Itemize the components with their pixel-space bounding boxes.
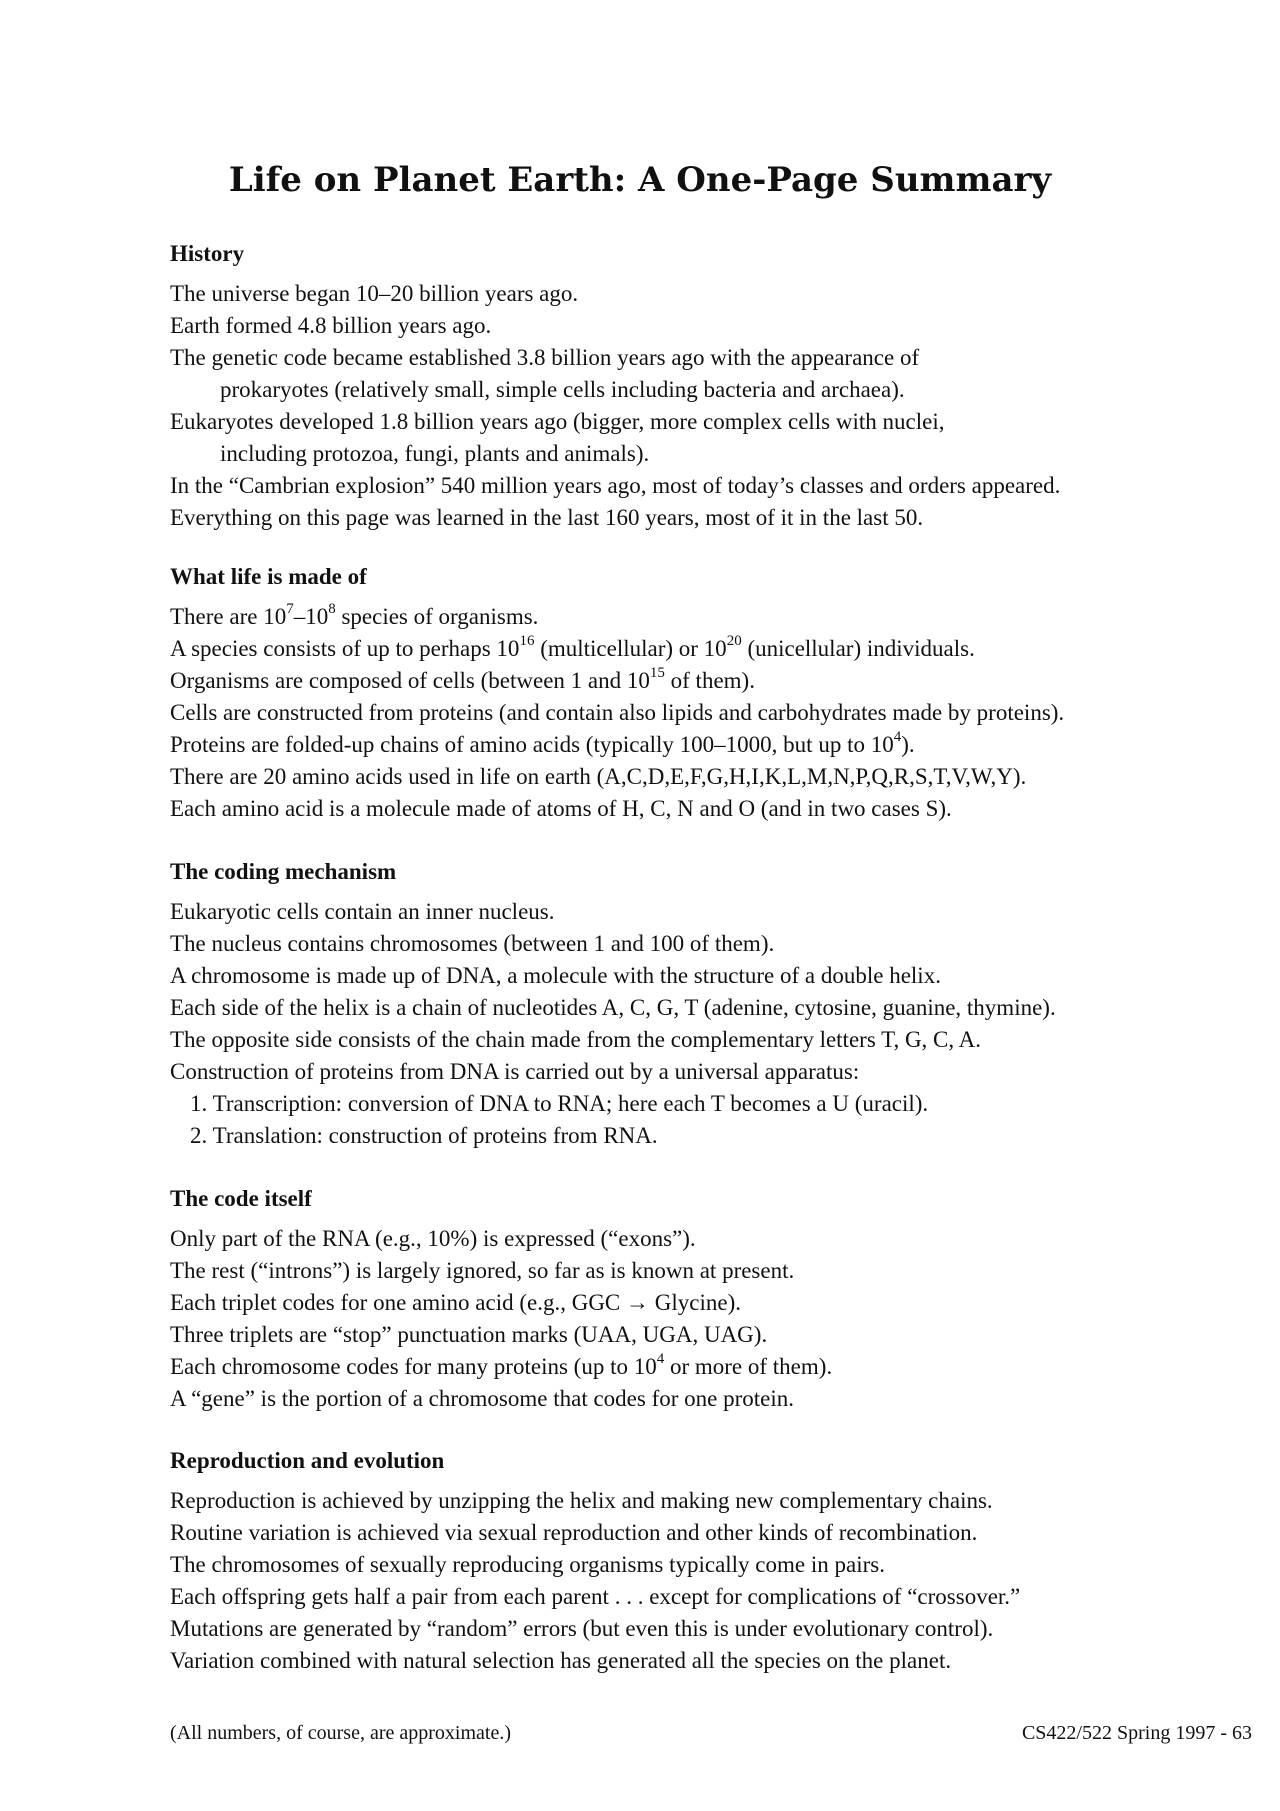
text-line: Construction of proteins from DNA is carried out by a universal apparatus: — [170, 1059, 860, 1084]
text-line: Only part of the RNA (e.g., 10%) is expressed (“exons”). — [170, 1226, 696, 1251]
text-line: There are 20 amino acids used in life on earth (A,C,D,E,F,G,H,I,K,L,M,N,P,Q,R,S,T,V,W,Y). — [170, 764, 1027, 789]
section-heading: The coding mechanism — [170, 859, 397, 884]
section-coding-mechanism — [170, 858, 1250, 1152]
text-line: Eukaryotic cells contain an inner nucleus. — [170, 899, 555, 924]
text-line: Proteins are folded-up chains of amino acids (typically 100–1000, but up to $10^4$). — [170, 729, 915, 757]
text-line: Reproduction is achieved by unzipping the helix and making new complementary chains. — [170, 1488, 993, 1513]
list-item: 1. Transcription: conversion of DNA to RNA; here each T becomes a U (uracil). — [190, 1091, 929, 1116]
section-heading: Reproduction and evolution — [170, 1448, 445, 1473]
text-line: Each amino acid is a molecule made of atoms of H, C, N and O (and in two cases S). — [170, 796, 952, 821]
text-line: A chromosome is made up of DNA, a molecule with the structure of a double helix. — [170, 963, 941, 988]
text-line: The rest (“introns”) is largely ignored, so far as is known at present. — [170, 1258, 795, 1283]
text-line: A species consists of up to perhaps $10^{16}$ (multicellular) or $10^{20}$ (unicellular) individuals. — [170, 633, 975, 661]
text-line: Routine variation is achieved via sexual reproduction and other kinds of recombination. — [170, 1520, 978, 1545]
text-line: Each offspring gets half a pair from each parent . . . except for complications of “crossover.” — [170, 1584, 1021, 1609]
text-line: Each side of the helix is a chain of nucleotides A, C, G, T (adenine, cytosine, guanine, thymine). — [170, 995, 1056, 1020]
page-number: CS422/522 Spring 1997 - 63 — [1021, 1722, 1252, 1744]
page-title: Life on Planet Earth: A One-Page Summary — [228, 160, 1052, 200]
section-heading: History — [170, 241, 245, 266]
text-line: The universe began 10–20 billion years ago. — [170, 281, 579, 306]
section-code-itself — [170, 1185, 1250, 1415]
text-line: In the “Cambrian explosion” 540 million years ago, most of today’s classes and orders appeared. — [170, 473, 1061, 498]
text-line: The nucleus contains chromosomes (between 1 and 100 of them). — [170, 931, 775, 956]
section-heading: The code itself — [170, 1186, 312, 1211]
text-line: Organisms are composed of cells (between 1 and $10^{15}$ of them). — [170, 665, 755, 693]
section-history — [170, 240, 1250, 534]
section-heading: What life is made of — [170, 564, 367, 589]
text-line: including protozoa, fungi, plants and animals). — [220, 441, 650, 466]
section-made-of — [170, 563, 1250, 825]
text-line: The genetic code became established 3.8 billion years ago with the appearance of — [170, 345, 920, 370]
text-line: The chromosomes of sexually reproducing organisms typically come in pairs. — [170, 1552, 885, 1577]
text-line: There are $10^7-10^8$ species of organisms. — [170, 601, 539, 629]
footer-note: (All numbers, of course, are approximate.) — [170, 1722, 511, 1744]
text-line: Each triplet codes for one amino acid (e.g., GGC → Glycine). — [170, 1290, 741, 1315]
section-reproduction — [170, 1447, 1250, 1677]
list-item: 2. Translation: construction of proteins from RNA. — [190, 1123, 658, 1148]
text-line: Cells are constructed from proteins (and contain also lipids and carbohydrates made by proteins). — [170, 700, 1065, 725]
text-line: The opposite side consists of the chain made from the complementary letters T, G, C, A. — [170, 1027, 981, 1052]
text-line: A “gene” is the portion of a chromosome that codes for one protein. — [170, 1386, 795, 1411]
text-line: Everything on this page was learned in the last 160 years, most of it in the last 50. — [170, 505, 924, 530]
text-line: Eukaryotes developed 1.8 billion years ago (bigger, more complex cells with nuclei, — [170, 409, 945, 434]
text-line: Earth formed 4.8 billion years ago. — [170, 313, 492, 338]
text-line: Variation combined with natural selection has generated all the species on the planet. — [170, 1648, 952, 1673]
text-line: prokaryotes (relatively small, simple cells including bacteria and archaea). — [220, 377, 905, 402]
text-line: Three triplets are “stop” punctuation marks (UAA, UGA, UAG). — [170, 1322, 768, 1347]
text-line: Mutations are generated by “random” errors (but even this is under evolutionary control). — [170, 1616, 994, 1641]
text-line: Each chromosome codes for many proteins (up to $10^4$ or more of them). — [170, 1351, 833, 1379]
